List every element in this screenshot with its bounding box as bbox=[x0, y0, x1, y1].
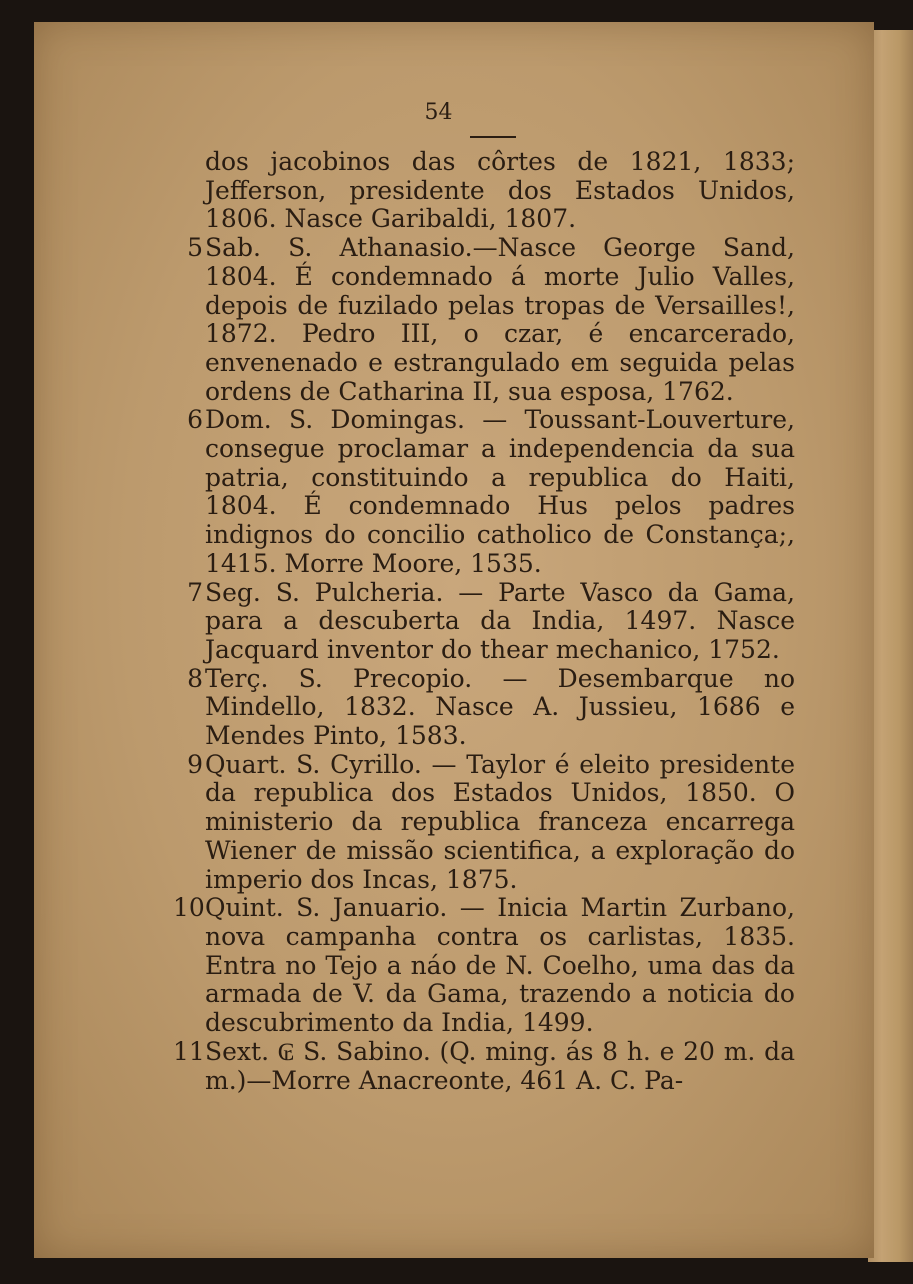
day-number: 8 bbox=[187, 663, 203, 693]
calendar-entry bbox=[187, 749, 795, 895]
entry-text: Sext. ₢ S. Sabino. (Q. ming. ás 8 h. e 20 m. da m.)—Morre Anacreonte, 461 A. C. Pa- bbox=[205, 1036, 795, 1095]
intro-text: dos jacobinos das côrtes de 1821, 1833; Jefferson, presidente dos Estados Unidos, 1806. Nasce Garibaldi, 1807. bbox=[205, 147, 795, 234]
page-number-rule bbox=[470, 136, 516, 138]
day-number: 5 bbox=[187, 233, 203, 263]
intro-paragraph bbox=[205, 148, 795, 234]
entry-text: Quint. S. Januario. — Inicia Martin Zurbano, nova campanha contra os carlistas, 1835. Entra no Tejo a náo de N. Coelho, uma das da armada de V. da Gama, trazendo a noticia do descubrimento da India, 1499. bbox=[205, 893, 795, 1038]
day-number: 6 bbox=[187, 405, 203, 435]
calendar-entry bbox=[173, 1036, 795, 1095]
page-edge bbox=[868, 30, 913, 1262]
entry-text: Terç. S. Precopio. — Desembarque no Mindello, 1832. Nasce A. Jussieu, 1686 e Mendes Pinto, 1583. bbox=[205, 663, 795, 751]
calendar-text bbox=[173, 147, 795, 1095]
page-number: 54 bbox=[424, 100, 453, 125]
calendar-entry bbox=[187, 405, 795, 578]
calendar-entry bbox=[187, 577, 795, 665]
entry-text: Dom. S. Domingas. — Toussant-Louverture, consegue proclamar a independencia da sua patria, constituindo a republica do Haiti, 1804. É condemnado Hus pelos padres indignos do concilio catholico de Constança;, 1415. Morre Moore, 1535. bbox=[205, 405, 795, 578]
entry-text: Sab. S. Athanasio.—Nasce George Sand, 1804. É condemnado á morte Julio Valles, depois de fuzilado pelas tropas de Versailles!, 1872. Pedro III, o czar, é encarcerado, envenenado e estrangulado em seguida pelas ordens de Catharina II, sua esposa, 1762. bbox=[205, 233, 795, 406]
entry-text: Seg. S. Pulcheria. — Parte Vasco da Gama, para a descuberta da India, 1497. Nasce Jacquard inventor do thear mechanico, 1752. bbox=[205, 577, 795, 664]
calendar-entry bbox=[187, 663, 795, 751]
calendar-entry bbox=[173, 893, 795, 1038]
day-number: 9 bbox=[187, 749, 203, 779]
calendar-entry bbox=[187, 233, 795, 406]
entry-text: Quart. S. Cyrillo. — Taylor é eleito presidente da republica dos Estados Unidos, 1850. O ministerio da republica franceza encarrega Wiener de missão scientifica, a exploração do imperio dos Incas, 1875. bbox=[205, 749, 795, 894]
day-number: 11 bbox=[173, 1036, 205, 1066]
day-number: 10 bbox=[173, 893, 205, 923]
day-number: 7 bbox=[187, 577, 203, 607]
